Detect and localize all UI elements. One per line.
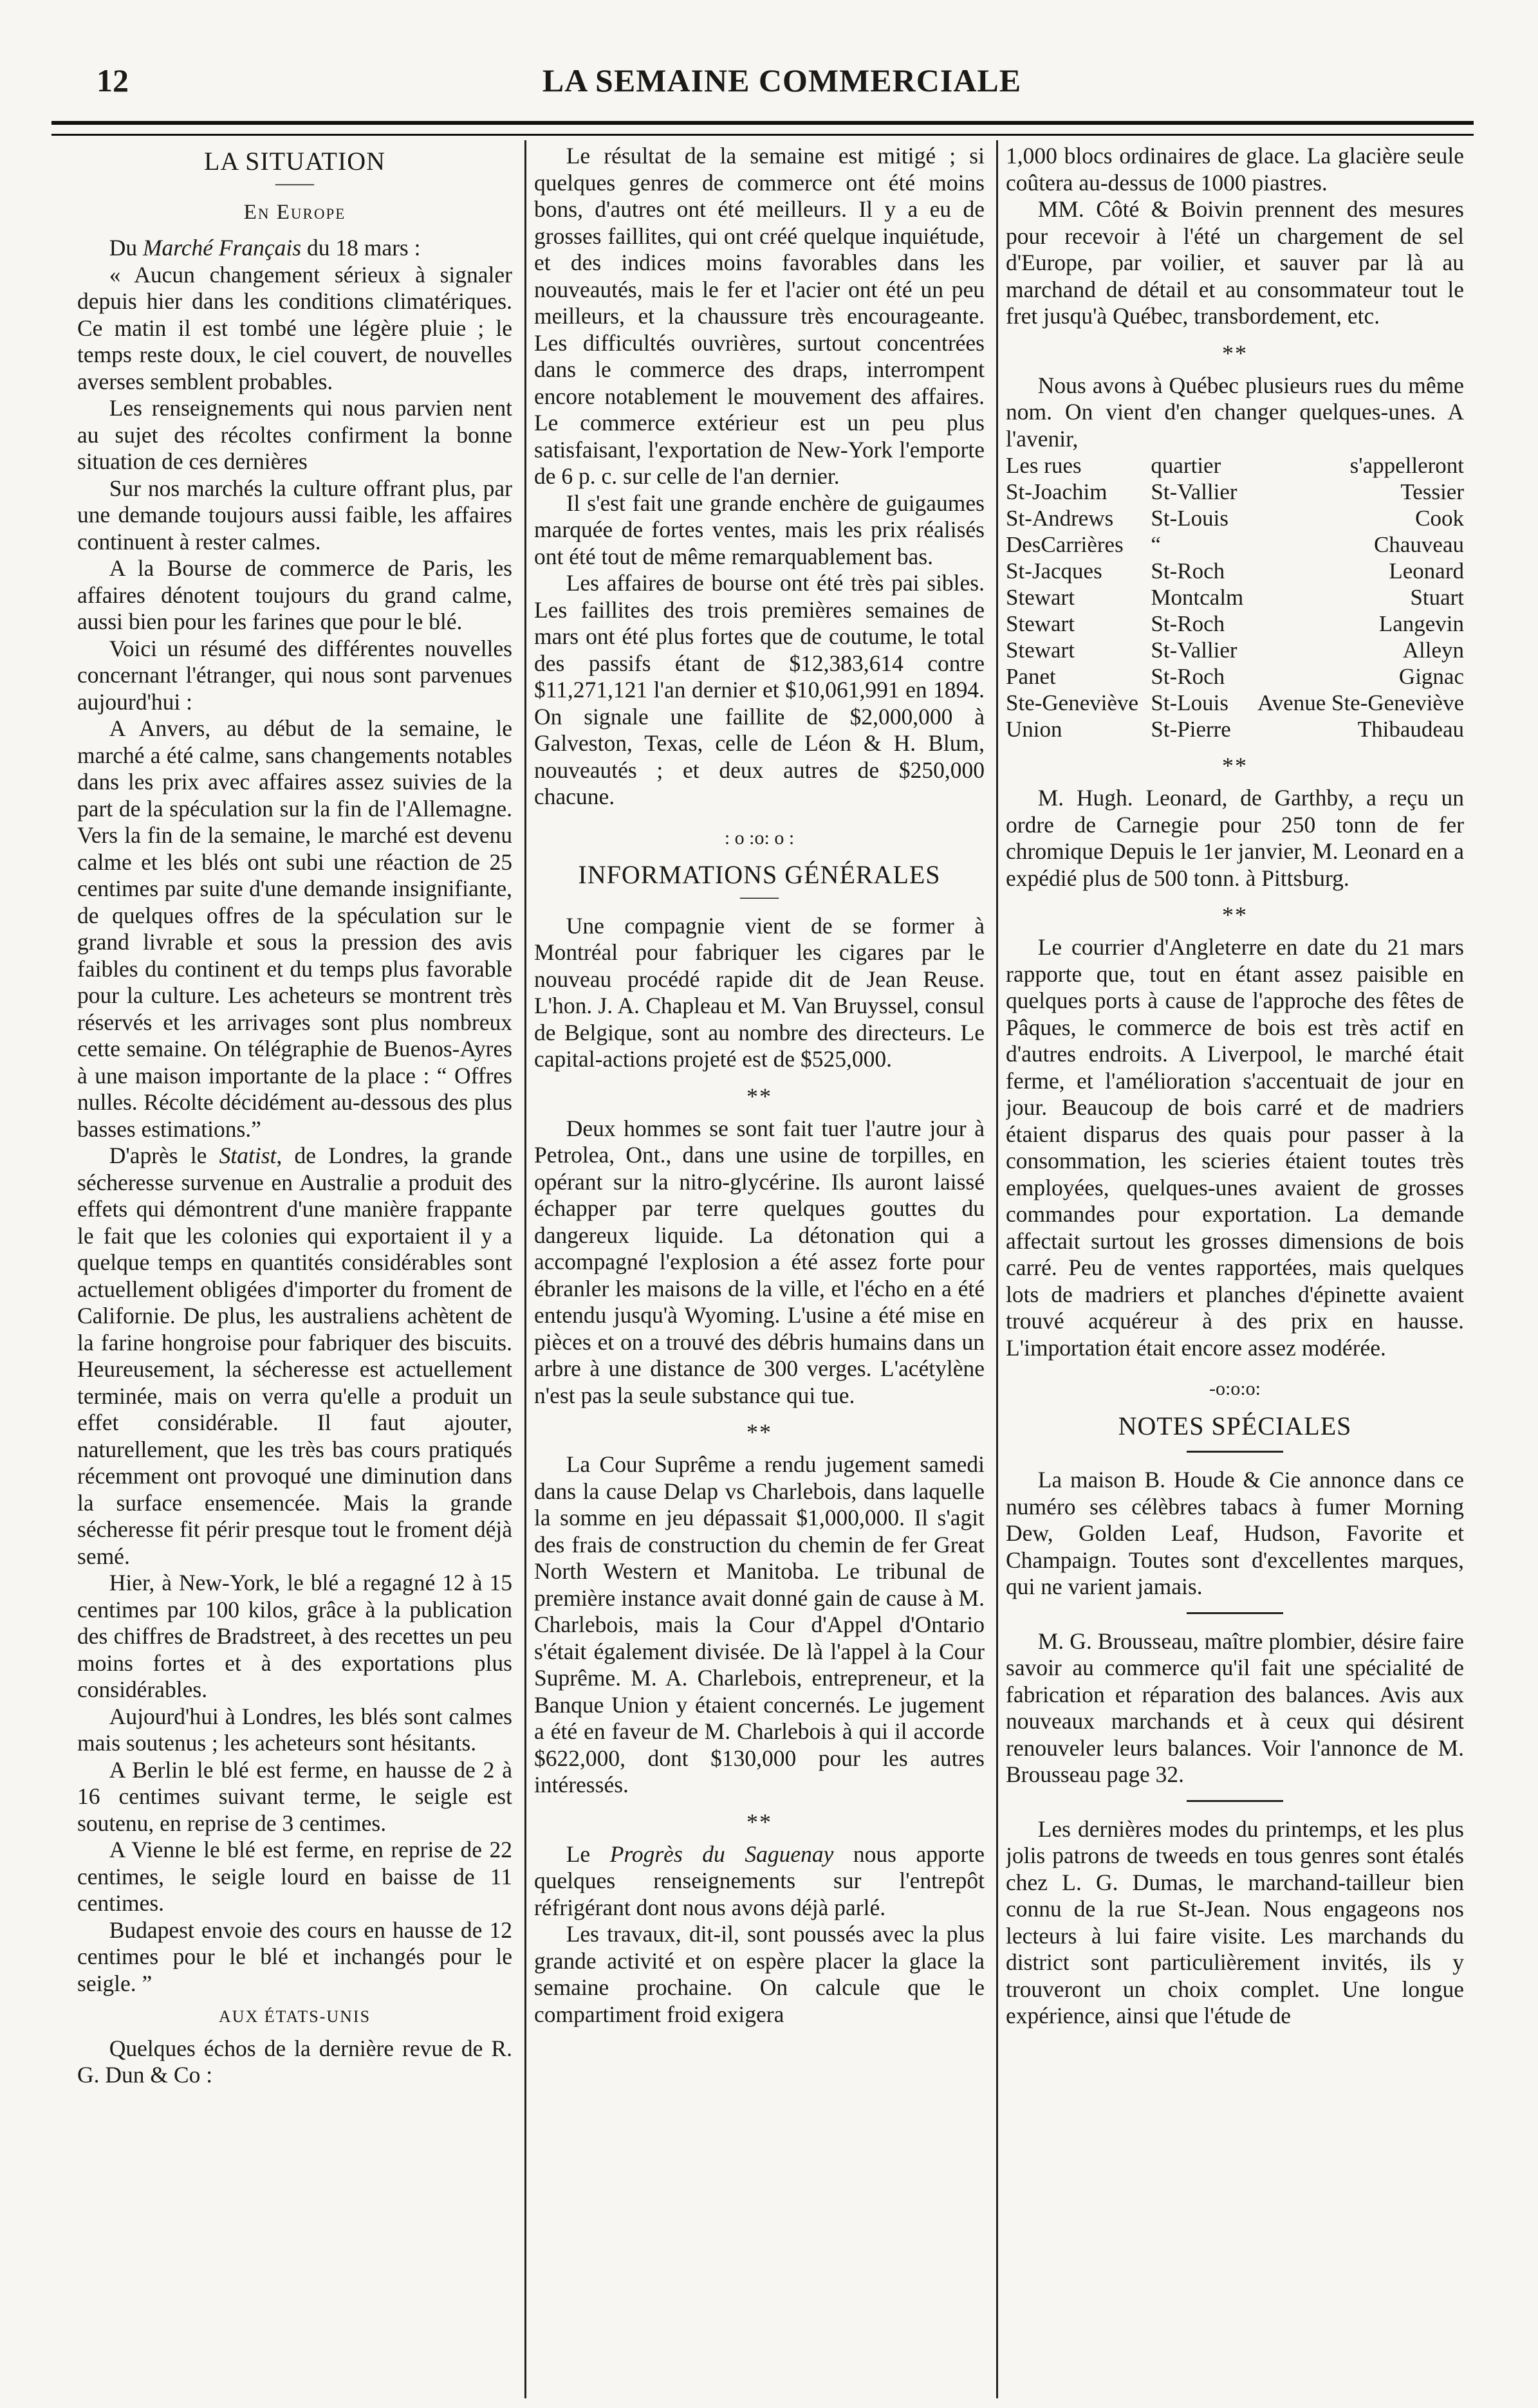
table-row bbox=[1006, 531, 1464, 558]
asterism: ** bbox=[746, 1083, 772, 1109]
table-cell: St-Pierre bbox=[1151, 717, 1231, 742]
page-number: 12 bbox=[97, 62, 129, 98]
table-cell: Ste-Geneviève bbox=[1006, 690, 1139, 715]
paragraph: A Anvers, au début de la semaine, le marché a été calme, sans changements notables dans les prix avec affaires assez suivies de la part de la spéculation sur la fin de l'Allemagne. Vers la fin de la semaine, le marché est devenu calme et les blés ont subi une réaction de 25 centimes par suite d'une demande insignifiante, de quelques offres de la spéculation sur le grand livrable et sous la pression des avis faibles du continent et du temps plus favorable pour la culture. Les acheteurs se montrent très réservés et les arrivages sont plus nombreux cette semaine. On télégraphie de Buenos-Ayres à une maison importante de la place : “ Offres nulles. Récolte décidément au-dessous des plus basses estimations.” bbox=[77, 715, 512, 1142]
table-cell: St-Andrews bbox=[1006, 506, 1114, 531]
table-cell: DesCarrières bbox=[1006, 532, 1124, 557]
table-cell: Langevin bbox=[1378, 611, 1464, 636]
table-cell: Chauveau bbox=[1374, 532, 1464, 557]
table-cell: St-Vallier bbox=[1151, 638, 1237, 663]
paragraph: A la Bourse de commerce de Paris, les affaires dénotent toujours du grand calme, aussi bien pour les farines que pour le blé. bbox=[77, 555, 512, 634]
paragraph: Aujourd'hui à Londres, les blés sont calmes mais soutenus ; les acheteurs sont hésitants. bbox=[77, 1703, 512, 1756]
table-cell: Stewart bbox=[1006, 638, 1075, 663]
paragraph: MM. Côté & Boivin prennent des mesures pour recevoir à l'été un chargement de sel d'Europe, par voilier, et sauver par là au marchand de détail et au consommateur tout le fret jusqu'à Québec, transbordement, etc. bbox=[1006, 196, 1464, 329]
table-cell: Avenue Ste-Geneviève bbox=[1257, 690, 1464, 715]
table-cell: St-Vallier bbox=[1151, 479, 1237, 504]
column-rule-2 bbox=[996, 140, 998, 2398]
paragraph: Voici un résumé des différentes nouvelles concernant l'étranger, qui nous sont parvenues aujourd'hui : bbox=[77, 635, 512, 715]
table-cell: Stewart bbox=[1006, 585, 1075, 610]
table-header-row bbox=[1006, 452, 1464, 479]
subheading-etats-unis: AUX ÉTATS-UNIS bbox=[218, 2007, 371, 2026]
table-row bbox=[1006, 637, 1464, 663]
paragraph: M. Hugh. Leonard, de Garthby, a reçu un ordre de Carnegie pour 250 tonn de fer chromique Depuis le 1er janvier, M. Leonard en a expédié plus de 500 tonn. à Pittsburg. bbox=[1006, 785, 1464, 891]
column-2 bbox=[534, 143, 985, 2394]
table-row bbox=[1006, 690, 1464, 716]
table-row bbox=[1006, 505, 1464, 531]
paragraph: 1,000 blocs ordinaires de glace. La glacière seule coûtera au-dessus de 1000 piastres. bbox=[1006, 143, 1464, 196]
column-1 bbox=[77, 143, 512, 2394]
table-cell: Alleyn bbox=[1402, 638, 1464, 663]
running-header bbox=[97, 62, 1467, 107]
paragraph: Les travaux, dit-il, sont poussés avec la plus grande activité et on espère placer la glace la semaine prochaine. On calcule que le compartiment froid exigera bbox=[534, 1921, 985, 2027]
table-cell: Thibaudeau bbox=[1357, 717, 1464, 742]
paragraph: A Berlin le blé est ferme, en hausse de 2 à 16 centimes suivant terme, le seigle est soutenu, en reprise de 3 centimes. bbox=[77, 1756, 512, 1836]
asterism: ** bbox=[746, 1808, 772, 1835]
heading-dash: —— bbox=[740, 885, 779, 907]
section-heading-notes: NOTES SPÉCIALES bbox=[1118, 1411, 1352, 1440]
table-cell: St-Roch bbox=[1151, 611, 1225, 636]
intro-line: Du Marché Français du 18 mars : bbox=[109, 235, 421, 261]
table-cell: Montcalm bbox=[1151, 585, 1244, 610]
paragraph: Hier, à New-York, le blé a regagné 12 à 15 centimes par 100 kilos, grâce à la publication des chiffres de Bradstreet, à des recettes un peu moins fortes et à des exportations plus considérables. bbox=[77, 1570, 512, 1702]
table-cell: St-Joachim bbox=[1006, 479, 1107, 504]
heading-dash: —— bbox=[275, 172, 314, 194]
publication-title: LA SEMAINE COMMERCIALE bbox=[542, 62, 1022, 98]
paragraph: Les affaires de bourse ont été très pai sibles. Les faillites des trois premières semaines de mars ont été plus fortes que de coutume, le total des passifs étant de $12,383,614 contre $11,271,121 l'an dernier et $10,061,991 en 1894. On signale une faillite de $2,000,000 à Galveston, Texas, celle de Léon & H. Blum, nouveautés ; et deux autres de $250,000 chacune. bbox=[534, 570, 985, 809]
column-3 bbox=[1006, 143, 1464, 2394]
paragraph: « Aucun changement sérieux à signaler depuis hier dans les conditions climatériques. Ce matin il est tombé une légère pluie ; le temps reste doux, le ciel couvert, de nouvelles averses semblent probables. bbox=[77, 261, 512, 394]
paragraph: Budapest envoie des cours en hausse de 12 centimes pour le blé et inchangés pour le seigle. ” bbox=[77, 1916, 512, 1996]
paragraph: Les renseignements qui nous parvien nent au sujet des récoltes confirment la bonne situation de ces dernières bbox=[77, 395, 512, 474]
table-cell: Gignac bbox=[1398, 664, 1464, 689]
table-cell: Panet bbox=[1006, 664, 1056, 689]
table-header-cell: quartier bbox=[1151, 453, 1221, 478]
paragraph: Le Progrès du Saguenay nous apporte quelques renseignements sur l'entrepôt réfrigérant dont nous avons déjà parlé. bbox=[534, 1841, 985, 1920]
table-cell: “ bbox=[1151, 532, 1161, 557]
table-row bbox=[1006, 558, 1464, 584]
table-row bbox=[1006, 716, 1464, 742]
table-cell: St-Louis bbox=[1151, 506, 1228, 531]
paragraph: D'après le Statist, de Londres, la grande sécheresse survenue en Australie a produit des effets qui démontrent d'une manière frappante le fait que les colonies qui exportaient il y a quelque temps en quantités considérables sont actuellement obligées d'importer du froment de Californie. De plus, les australiens achètent de la farine hongroise pour fabriquer des biscuits. Heureusement, la sécheresse est actuellement terminée, mais on verra qu'elle a produit un effet considérable. Il faut ajouter, naturellement, que les très bas cours pratiqués récemment ont provoqué une diminution dans la surface ensemencée. Mais la grande sécheresse fit périr presque tout le froment déjà semé. bbox=[77, 1143, 512, 1569]
table-row bbox=[1006, 584, 1464, 611]
paragraph: Les dernières modes du printemps, et les plus jolis patrons de tweeds en tous genres sont étalés chez L. G. Dumas, le marchand-tailleur bien connu de la rue St-Jean. Nous engageons nos lecteurs à lui faire visite. Les marchands du district sont particulièrement invités, ils y trouveront un choix complet. Une longue expérience, ainsi que l'étude de bbox=[1006, 1815, 1464, 2028]
table-cell: St-Roch bbox=[1151, 558, 1225, 584]
table-cell: Cook bbox=[1415, 506, 1464, 531]
column-rule-1 bbox=[524, 140, 526, 2398]
asterism: ** bbox=[1222, 902, 1248, 928]
table-cell: Leonard bbox=[1389, 558, 1464, 584]
table-cell: St-Jacques bbox=[1006, 558, 1102, 584]
table-cell: Union bbox=[1006, 717, 1062, 742]
table-header-cell: Les rues bbox=[1006, 453, 1082, 478]
short-rule bbox=[1187, 1612, 1283, 1614]
short-rule bbox=[1187, 1800, 1283, 1802]
table-cell: Tessier bbox=[1400, 479, 1464, 504]
paragraph: A Vienne le blé est ferme, en reprise de 22 centimes, le seigle lourd en baisse de 11 centimes. bbox=[77, 1837, 512, 1916]
asterism: ** bbox=[1222, 753, 1248, 778]
streets-table bbox=[1006, 452, 1464, 742]
paragraph: La maison B. Houde & Cie annonce dans ce numéro ses célèbres tabacs à fumer Morning Dew, Golden Leaf, Hudson, Favorite et Champaign. Toutes sont d'excellentes marques, qui ne varient jamais. bbox=[1006, 1467, 1464, 1599]
section-heading-situation: LA SITUATION bbox=[204, 147, 385, 176]
header-double-rule bbox=[51, 121, 1474, 136]
table-row bbox=[1006, 663, 1464, 690]
section-heading-informations: INFORMATIONS GÉNÉRALES bbox=[578, 860, 941, 889]
table-cell: Stewart bbox=[1006, 611, 1075, 636]
paragraph: La Cour Suprême a rendu jugement samedi dans la cause Delap vs Charlebois, dans laquelle la somme en jeu dépassait $1,000,000. Il s'agit des frais de construction du chemin de fer Great North Western et Manitoba. Le tribunal de première instance avait donné gain de cause à M. Charlebois, mais la Cour d'Appel d'Ontario s'était également divisée. De là l'appel à la Cour Suprême. M. A. Charlebois, entrepreneur, et la Banque Union y étaient concernés. Le jugement a été en faveur de M. Charlebois à qui il accorde $622,000, dont $130,000 pour les autres intéressés. bbox=[534, 1451, 985, 1797]
table-row bbox=[1006, 479, 1464, 505]
section-divider: : o :o: o : bbox=[724, 827, 795, 849]
paragraph: Le résultat de la semaine est mitigé ; si quelques genres de commerce ont été moins bons, d'autres ont été meilleurs. Il y a eu de grosses faillites, qui ont créé quelque inquiétude, et des indices moins favorables dans les nouveautés, mais le fer et l'acier ont été un peu meilleurs, et la chaussure très encourageante. Les difficultés ouvrières, surtout concentrées dans le commerce des draps, interrompent encore notablement le mouvement des affaires. Le commerce extérieur est un peu plus satisfaisant, l'exportation de New-York l'emporte de 6 p. c. sur celle de l'an dernier. bbox=[534, 143, 985, 489]
asterism: ** bbox=[746, 1419, 772, 1445]
short-rule bbox=[1187, 1451, 1283, 1453]
paragraph: Il s'est fait une grande enchère de guigaumes marquée de fortes ventes, mais les prix réalisés ont été tout de même remarquablement bas. bbox=[534, 490, 985, 569]
paragraph: Quelques échos de la dernière revue de R. G. Dun & Co : bbox=[77, 2035, 512, 2088]
paragraph: Deux hommes se sont fait tuer l'autre jour à Petrolea, Ont., dans une usine de torpilles, en opérant sur la nitro-glycérine. Ils auront laissé échapper par terre quelques gouttes du dangereux liquide. La détonation qui a accompagné l'explosion a été assez forte pour ébranler les maisons de la ville, et l'écho en a été entendu jusqu'à Wyoming. L'usine a été mise en pièces et on a trouvé des débris humains dans un arbre à une distance de 300 verges. L'acétylène n'est pas la seule substance qui tue. bbox=[534, 1115, 985, 1408]
table-cell: Stuart bbox=[1410, 585, 1464, 610]
paragraph: Une compagnie vient de se former à Montréal pour fabriquer les cigares par le nouveau procédé rapide dit de Jean Reuse. L'hon. J. A. Chapleau et M. Van Bruyssel, consul de Belgique, sont au nombre des directeurs. Le capital-actions projeté est de $525,000. bbox=[534, 912, 985, 1072]
paragraph: Nous avons à Québec plusieurs rues du même nom. On vient d'en changer quelques-unes. A l'avenir, bbox=[1006, 372, 1464, 452]
paragraph: M. G. Brousseau, maître plombier, désire faire savoir au commerce qu'il fait une spécialité de fabrication et réparation des balances. Avis aux nouveaux marchands et à ceux qui désirent renouveler leurs balances. Voir l'annonce de M. Brousseau page 32. bbox=[1006, 1628, 1464, 1787]
paragraph: Le courrier d'Angleterre en date du 21 mars rapporte que, tout en étant assez paisible en quelques ports à cause de l'approche des fêtes de Pâques, le commerce de bois est très actif en d'autres endroits. A Liverpool, le marché était ferme, et l'amélioration s'accentuait de jour en jour. Beaucoup de bois carré et de madriers étaient disparus des quais pour passer à la consommation, les scieries étaient toutes très employées, quelques-unes avaient de grosses commandes pour exportation. La demande affectait surtout les grosses dimensions de bois carré. Peu de ventes rapportées, mais quelques lots de madriers et planches d'épinette avaient trouvé acquéreur à des prix en hausse. L'importation était encore assez modérée. bbox=[1006, 934, 1464, 1361]
table-cell: St-Louis bbox=[1151, 690, 1228, 715]
table-header-cell: s'appelleront bbox=[1349, 453, 1464, 478]
section-divider: -o:o:o: bbox=[1209, 1378, 1261, 1399]
asterism: ** bbox=[1222, 340, 1248, 366]
subheading-europe: En Europe bbox=[243, 200, 346, 224]
paragraph: Sur nos marchés la culture offrant plus, par une demande toujours aussi faible, les affaires continuent à rester calmes. bbox=[77, 475, 512, 555]
table-row bbox=[1006, 611, 1464, 637]
table-cell: St-Roch bbox=[1151, 664, 1225, 689]
